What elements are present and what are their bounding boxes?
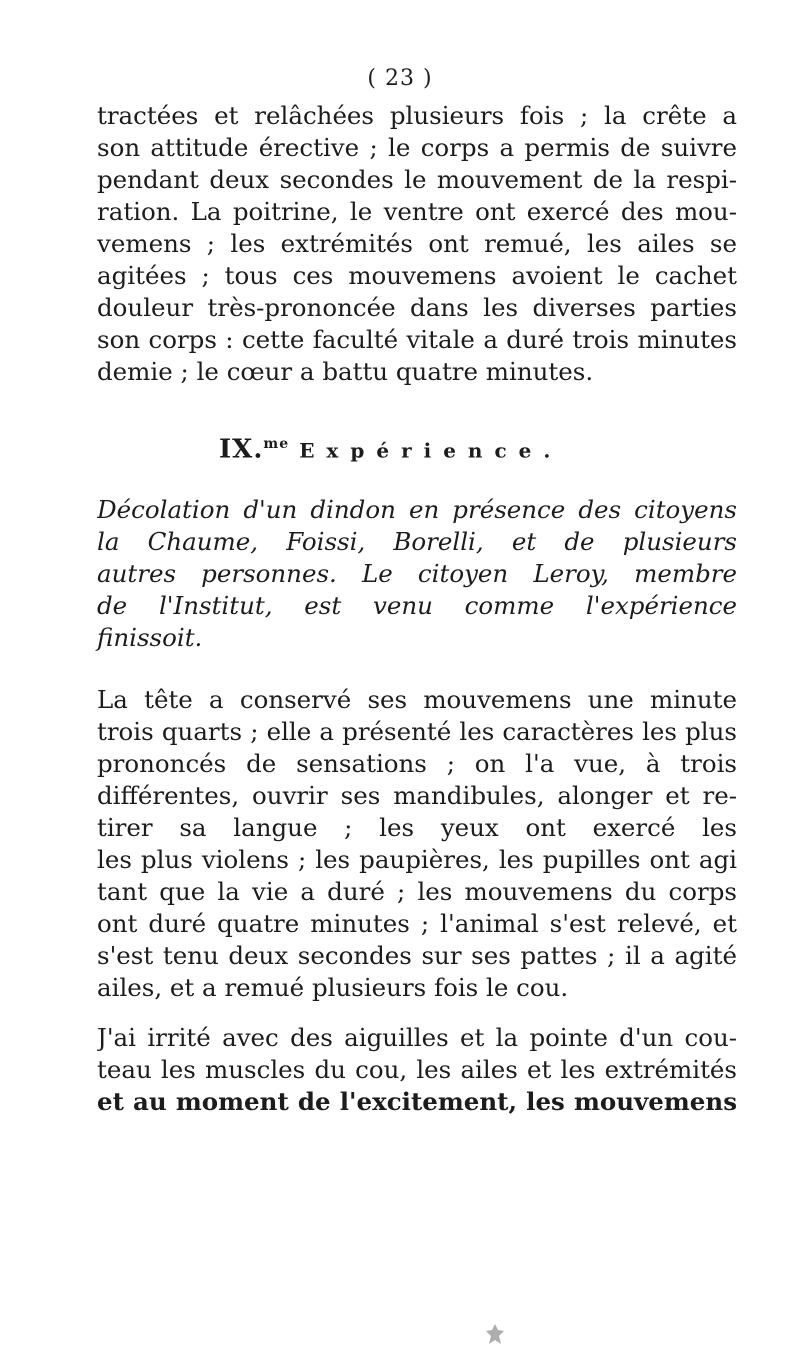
text-line: son corps : cette faculté vitale a duré trois minutes xyxy=(97,325,737,354)
text-line: tractées et relâchées plusieurs fois ; la crête a xyxy=(97,101,737,130)
heading-numeral: IX. xyxy=(219,434,264,465)
text-line: teau les muscles du cou, les ailes et les extrémités xyxy=(97,1055,737,1084)
paragraph-1 xyxy=(97,100,737,388)
text-line: douleur très-prononcée dans les diverses parties xyxy=(97,293,737,322)
title-line: la Chaume, Foissi, Borelli, et de plusieurs xyxy=(97,527,737,556)
text-line: ration. La poitrine, le ventre ont exercé des mou- xyxy=(97,197,737,226)
text-line: agitées ; tous ces mouvemens avoient le cachet xyxy=(97,261,737,290)
text-line: tirer sa langue ; les yeux ont exercé les xyxy=(97,813,737,842)
title-line: finissoit. xyxy=(97,623,203,652)
text-line: La tête a conservé ses mouvemens une minute xyxy=(97,685,737,714)
text-line: les plus violens ; les paupières, les pupilles ont agi xyxy=(97,845,737,874)
text-line: et au moment de l'excitement, les mouvemens xyxy=(97,1087,737,1116)
text-line: pendant deux secondes le mouvement de la respi- xyxy=(97,165,737,194)
text-line: demie ; le cœur a battu quatre minutes. xyxy=(97,357,594,386)
section-heading xyxy=(97,424,737,464)
text-line: vemens ; les extrémités ont remué, les ailes se xyxy=(97,229,737,258)
paragraph-3 xyxy=(97,1022,737,1118)
text-line: ailes, et a remué plusieurs fois le cou. xyxy=(97,973,569,1002)
page-number: ( 23 ) xyxy=(367,66,433,91)
text-line: s'est tenu deux secondes sur ses pattes ; il a agité xyxy=(97,941,737,970)
heading-word: Expérience. xyxy=(299,438,563,463)
text-line: différentes, ouvrir ses mandibules, alonger et re- xyxy=(97,781,737,810)
text-line: prononcés de sensations ; on l'a vue, à trois xyxy=(97,749,737,778)
text-line: trois quarts ; elle a présenté les caractères les plus xyxy=(97,717,737,746)
title-line: Décolation d'un dindon en présence des citoyens xyxy=(97,495,737,524)
heading-suffix: me xyxy=(263,436,290,452)
title-line: de l'Institut, est venu comme l'expérience xyxy=(97,591,737,620)
text-column xyxy=(97,100,737,1118)
experiment-title xyxy=(97,494,737,654)
text-line: J'ai irrité avec des aiguilles et la pointe d'un cou- xyxy=(97,1023,737,1052)
ink-blot-mark xyxy=(484,1322,506,1353)
text-line: tant que la vie a duré ; les mouvemens du corps xyxy=(97,877,737,906)
text-line: son attitude érective ; le corps a permis de suivre xyxy=(97,133,737,162)
title-line: autres personnes. Le citoyen Leroy, membre xyxy=(97,559,737,588)
text-line: ont duré quatre minutes ; l'animal s'est relevé, et xyxy=(97,909,737,938)
paragraph-2 xyxy=(97,684,737,1004)
